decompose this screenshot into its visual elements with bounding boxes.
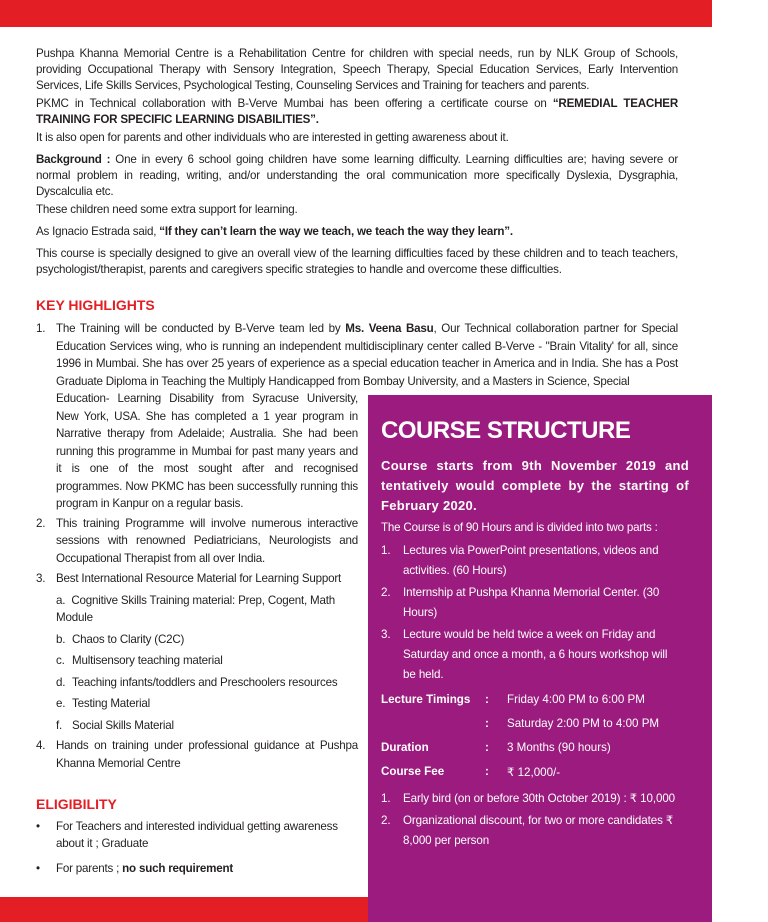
background-label: Background : <box>36 153 111 166</box>
key-highlights-heading: KEY HIGHLIGHTS <box>36 297 155 313</box>
course-parts-list <box>381 541 679 687</box>
discounts-list <box>381 789 679 853</box>
course-structure-title: COURSE STRUCTURE <box>381 417 631 444</box>
eligibility-item-teachers: • For Teachers and interested individual getting awareness about it ; Graduate <box>36 820 338 850</box>
background-paragraph: Background : One in every 6 school going children have some learning difficulty. Learning difficulties are; having severe or normal problem in reading, writing, and/or understanding the oral communication more specifically Dyslexia, Dysgraphia, Dyscalculia etc. <box>36 153 678 198</box>
quote-paragraph: As Ignacio Estrada said, “If they can’t learn the way we teach, we teach the way they learn”. <box>36 225 513 238</box>
course-name: “REMEDIAL TEACHER TRAINING FOR SPECIFIC LEARNING DISABILITIES”. <box>36 97 678 126</box>
resource-item: e. Testing Material <box>56 697 150 710</box>
highlight-item-3: 3. Best International Resource Material for Learning Support <box>36 572 342 585</box>
highlight-item-1: 1. The Training will be conducted by B-Verve team led by Ms. Veena Basu, Our Technical collaboration partner for Special Education Services wing, who is running an independent multidisciplinary center called B-Verve - "Brain Vitality' for all, since 1996 in Mumbai. She has over 25 years of experience as a special education teacher in America and in India. She has a Post Graduate Diploma in Teaching the Multiply Handicapped from Bombay University, and a Masters in Science, Special Education- Learning Disability from Syracuse University, New York, USA. She has completed a 1 year program in Narrative therapy from Adelaide; Australia. She had been running this programme in Mumbai for past many years and it is one of the most sought after and recognised programmes. Now PKMC has been successfully running this program in Kanpur on a regular basis. <box>36 322 678 510</box>
top-red-bar <box>0 0 712 27</box>
course-part: 1. Lectures via PowerPoint presentations, videos and activities. (60 Hours) <box>381 544 659 577</box>
collaboration-paragraph: PKMC in Technical collaboration with B-Verve Mumbai has been offering a certificate course on “REMEDIAL TEACHER TRAINING FOR SPECIFIC LEARNING DISABILITIES”. <box>36 97 678 126</box>
lecture-timings-row-2: : Saturday 2:00 PM to 4:00 PM <box>485 717 660 730</box>
course-purpose-paragraph: This course is specially designed to give an overall view of the learning difficulties faced by these children and to teach teachers, psychologist/therapist, parents and caregivers specific strategies to handle and overcome these difficulties. <box>36 247 678 276</box>
resource-item: a. Cognitive Skills Training material: Prep, Cogent, Math Module <box>56 593 336 624</box>
eligibility-heading: ELIGIBILITY <box>36 796 117 812</box>
course-structure-box <box>368 395 712 922</box>
course-part: 3. Lecture would be held twice a week on Friday and Saturday and once a month, a 6 hours workshop will be held. <box>381 628 668 681</box>
intro-paragraph: Pushpa Khanna Memorial Centre is a Rehabilitation Centre for children with special needs, run by NLK Group of Schools, providing Occupational Therapy with Sensory Integration, Speech Therapy, Special Education Services, Early Intervention Services, Life Skills Services, Psychological Testing, Counseling Services and Training for teachers and parents. <box>36 47 678 92</box>
course-info: The Course is of 90 Hours and is divided into two parts : <box>381 521 658 534</box>
course-dates: Course starts from 9th November 2019 and tentatively would complete by the starting of February 2020. <box>381 458 689 513</box>
course-part: 2. Internship at Pushpa Khanna Memorial Center. (30 Hours) <box>381 586 660 619</box>
open-for-paragraph: It is also open for parents and other individuals who are interested in getting awareness about it. <box>36 131 509 144</box>
resource-item: c. Multisensory teaching material <box>56 654 223 667</box>
resource-item: f. Social Skills Material <box>56 718 174 732</box>
trainer-name: Ms. Veena Basu <box>345 322 434 335</box>
discount-item: 2. Organizational discount, for two or more candidates ₹ 8,000 per person <box>381 814 674 847</box>
lecture-timings-row: Lecture Timings : Friday 4:00 PM to 6:00 PM <box>381 693 645 706</box>
quote: “If they can’t learn the way we teach, we teach the way they learn”. <box>159 225 513 238</box>
highlight-item-4: 4. Hands on training under professional guidance at Pushpa Khanna Memorial Centre <box>36 739 358 770</box>
eligibility-item-parents: • For parents ; no such requirement <box>36 862 234 875</box>
resource-item: b. Chaos to Clarity (C2C) <box>56 632 185 646</box>
discount-item: 1. Early bird (on or before 30th October 2019) : ₹ 10,000 <box>381 792 676 805</box>
duration-row: Duration : 3 Months (90 hours) <box>381 741 611 754</box>
resource-item: d. Teaching infants/toddlers and Preschoolers resources <box>56 675 338 689</box>
support-paragraph: These children need some extra support for learning. <box>36 203 298 216</box>
bottom-red-bar <box>0 897 368 922</box>
highlight-item-2: 2. This training Programme will involve numerous interactive sessions with renowned Pediatricians, Neurologists and Occupational Therapist from all over India. <box>36 516 358 565</box>
eligibility-list <box>36 818 360 885</box>
intro-section <box>36 46 678 284</box>
course-fee-row: Course Fee : ₹ 12,000/- <box>381 765 561 779</box>
bullet-icon: • <box>36 820 40 833</box>
bullet-icon: • <box>36 862 40 875</box>
